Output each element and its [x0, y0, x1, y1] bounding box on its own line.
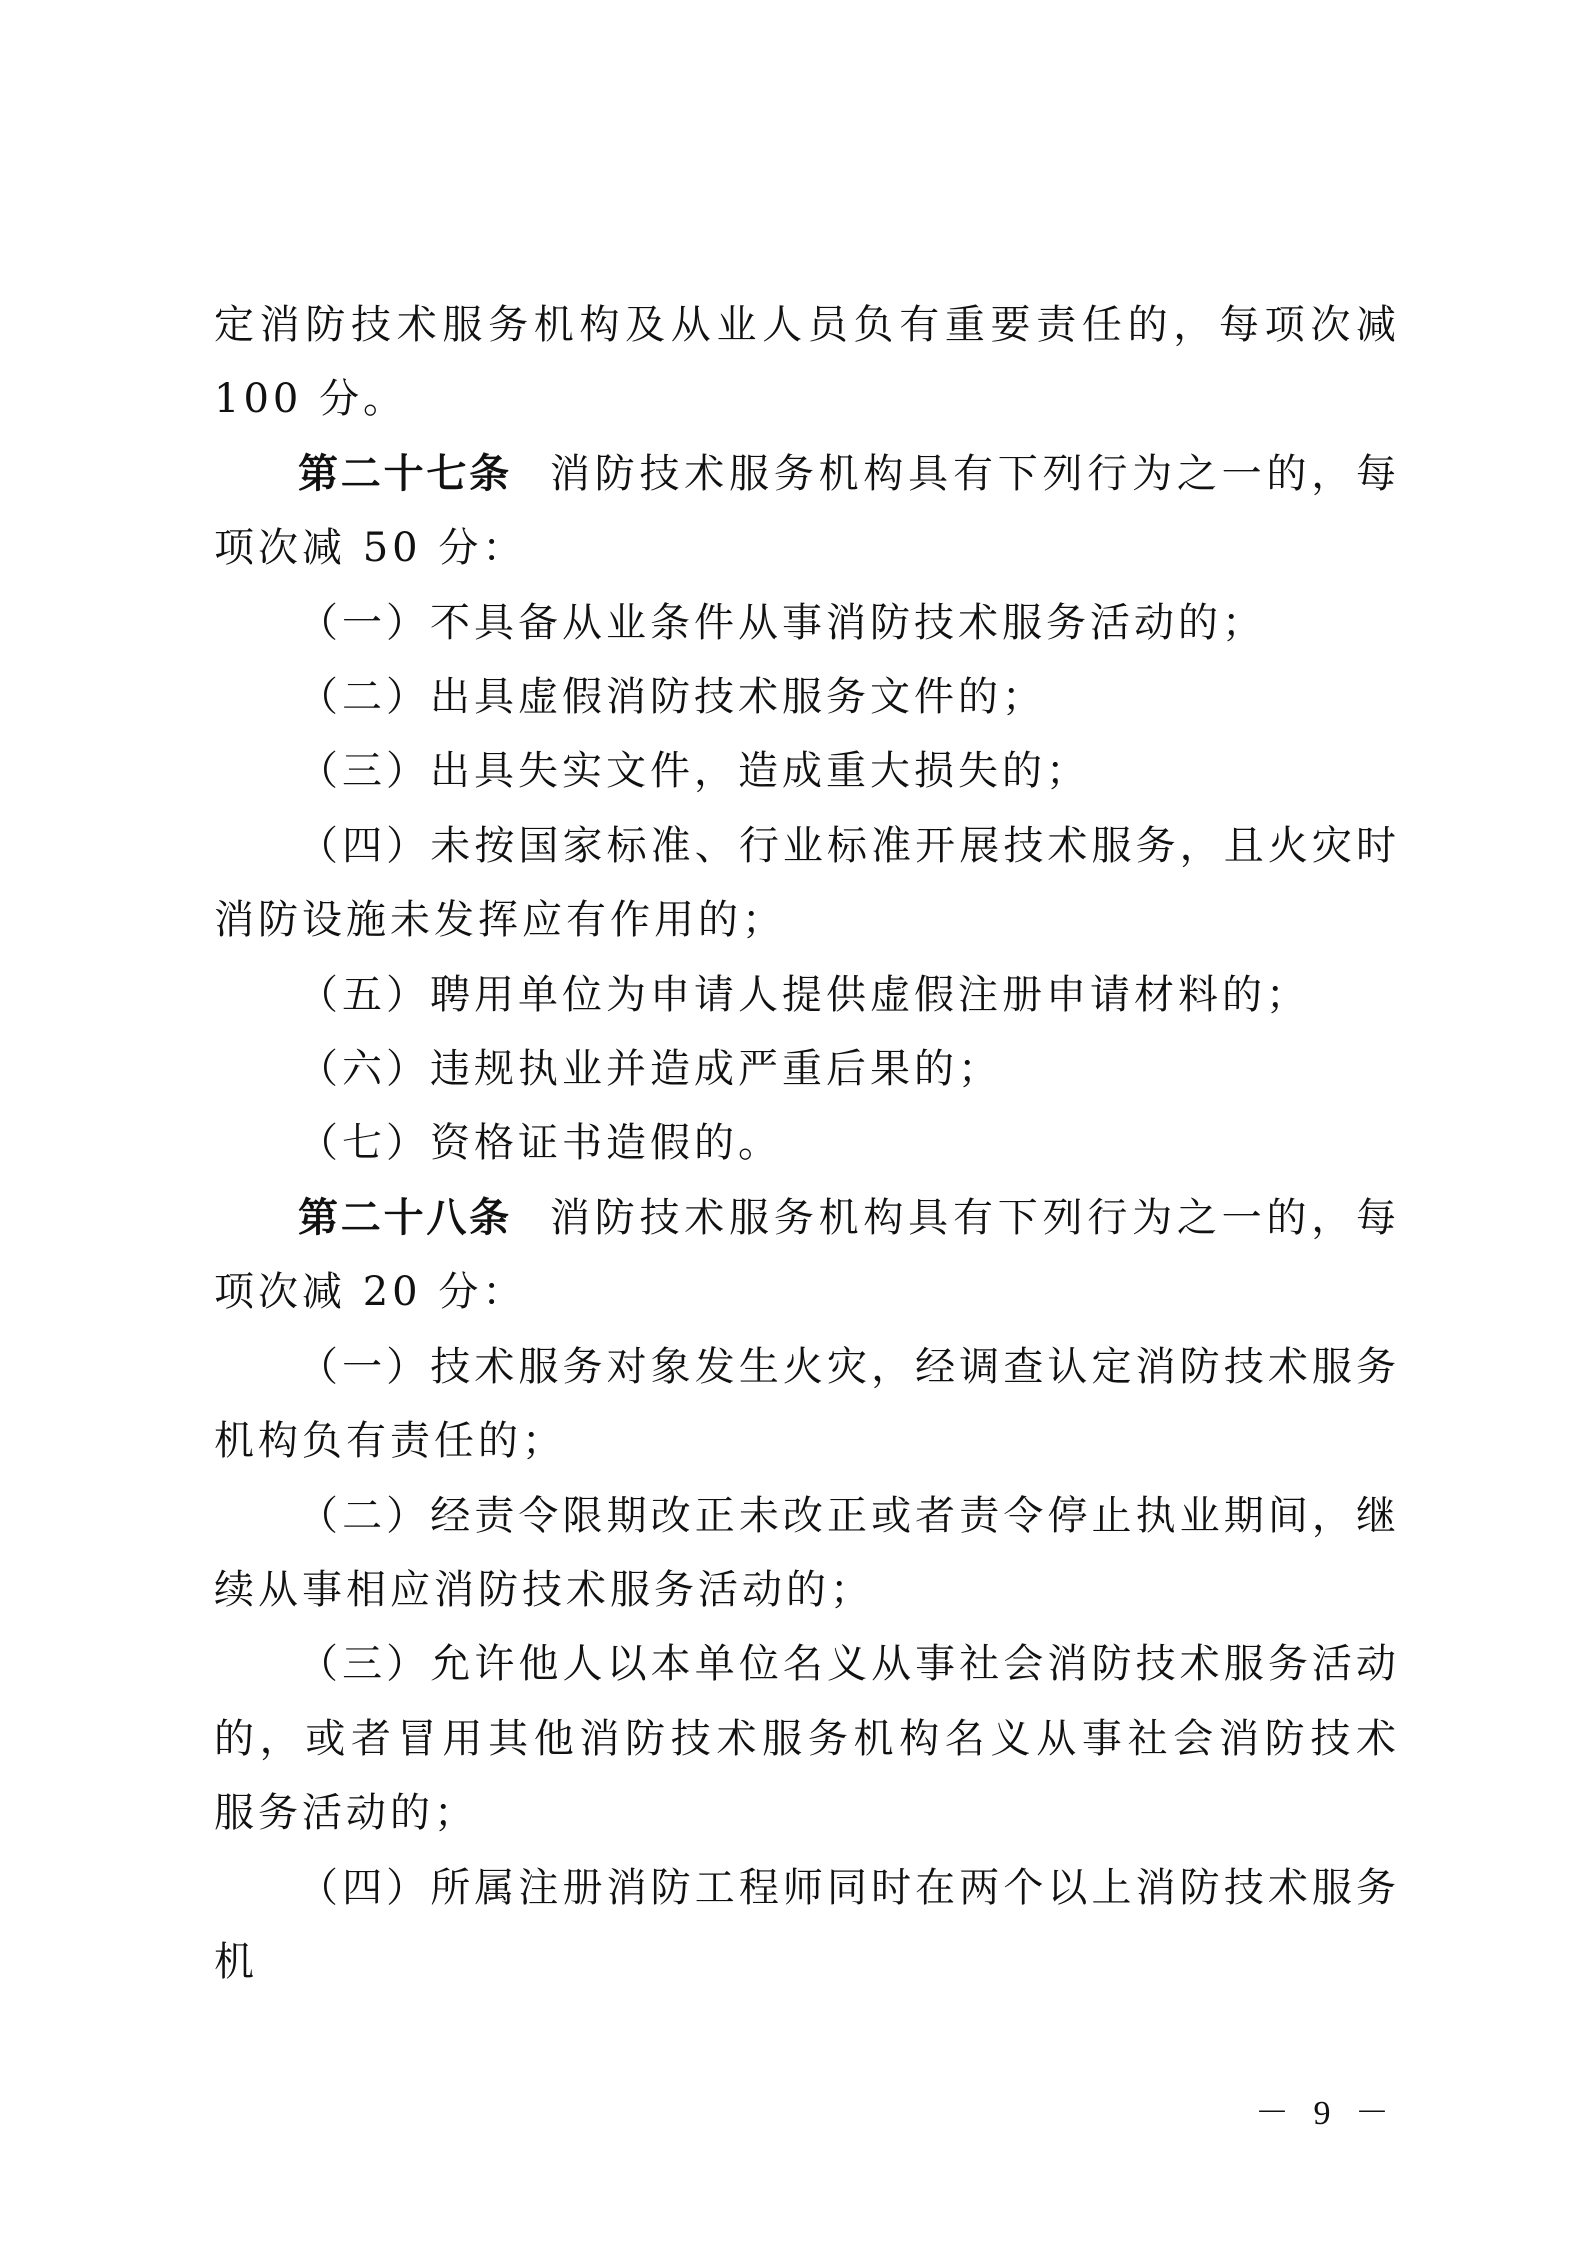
list-item-text: （二）出具虚假消防技术服务文件的； [298, 674, 1046, 721]
article-label: 第二十七条 [298, 450, 512, 497]
list-item-text: （七）资格证书造假的。 [298, 1120, 782, 1167]
list-item [214, 734, 1400, 808]
article-text: 消防技术服务机构具有下列行为之一的，每项次减 50 分： [214, 450, 1401, 572]
paragraph-continuation [214, 288, 1400, 437]
list-item-text: （一）不具备从业条件从事消防技术服务活动的； [298, 599, 1266, 646]
list-item [214, 1851, 1400, 2000]
list-item [214, 1627, 1400, 1850]
list-item-text: （三）允许他人以本单位名义从事社会消防技术服务活动的，或者冒用其他消防技术服务机构名义从事社会消防技术服务活动的； [214, 1641, 1400, 1837]
list-item-text: （二）经责令限期改正未改正或者责令停止执业期间，继续从事相应消防技术服务活动的； [214, 1492, 1400, 1613]
list-item [214, 1330, 1400, 1479]
list-item-text: （四）未按国家标准、行业标准开展技术服务，且火灾时消防设施未发挥应有作用的； [214, 822, 1400, 944]
list-item-text: （五）聘用单位为申请人提供虚假注册申请材料的； [298, 971, 1310, 1018]
list-item [214, 1479, 1400, 1628]
list-item [214, 809, 1400, 958]
list-item-text: （一）技术服务对象发生火灾，经调查认定消防技术服务机构负有责任的； [214, 1343, 1400, 1465]
list-item [214, 586, 1400, 660]
document-body [214, 288, 1400, 1999]
article-label: 第二十八条 [298, 1194, 512, 1241]
article-27-heading [214, 437, 1400, 586]
article-text: 消防技术服务机构具有下列行为之一的，每项次减 20 分： [214, 1194, 1401, 1316]
list-item [214, 660, 1400, 734]
article-28-heading [214, 1181, 1400, 1330]
list-item [214, 1106, 1400, 1180]
paragraph-text: 定消防技术服务机构及从业人员负有重要责任的，每项次减 100 分。 [214, 302, 1400, 423]
list-item [214, 1032, 1400, 1106]
list-item-text: （四）所属注册消防工程师同时在两个以上消防技术服务机 [214, 1864, 1400, 1985]
list-item-text: （六）违规执业并造成严重后果的； [298, 1046, 1002, 1093]
page-number: － 9 － [1255, 2095, 1397, 2132]
list-item [214, 958, 1400, 1032]
list-item-text: （三）出具失实文件，造成重大损失的； [298, 748, 1090, 795]
